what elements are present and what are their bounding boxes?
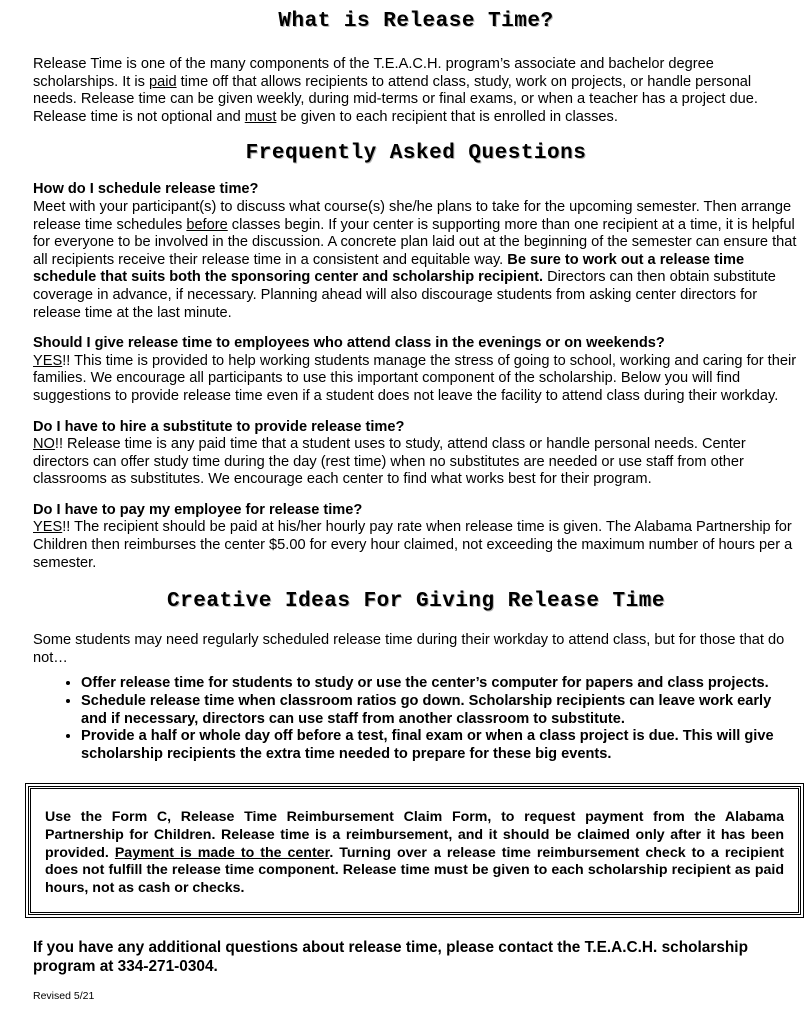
- faq-answer: [33, 436, 799, 489]
- intro-paragraph: [33, 56, 799, 126]
- faq-heading: Frequently Asked Questions: [245, 142, 587, 166]
- faq-answer-lead: NO: [33, 436, 55, 453]
- intro-underline-paid: paid: [148, 73, 177, 90]
- ideas-list: [33, 675, 799, 763]
- notice-box: [28, 786, 801, 915]
- document-page: [33, 8, 799, 1002]
- faq-answer-underline: before: [186, 216, 228, 233]
- contact-note: If you have any additional questions about release time, please contact the T.E.A.C.H. scholarship program at 334-271-0304.: [33, 939, 748, 976]
- page-title: What is Release Time?: [278, 10, 554, 33]
- list-item: • Provide a half or whole day off before a test, final exam or when a class project is due. This will give scholarship recipients the extra time needed to prepare for these big events.: [81, 728, 799, 763]
- faq-question: Do I have to hire a substitute to provide release time?: [33, 418, 405, 435]
- intro-underline-must: must: [244, 108, 277, 125]
- faq-answer-text: classes begin. If your center is supporting more than one recipient at a time, it is helpful for everyone to be involved in the discussion. A concrete plan laid out at the beginning of the semester can ensure that all recipients receive their release time in a consistent and equitable way.: [33, 216, 797, 268]
- faq-answer-bold: Be sure to work out a release time schedule that suits both the sponsoring center and scholarship recipient.: [33, 251, 745, 286]
- faq-answer-text: Meet with your participant(s) to discuss what course(s) she/he plans to take for the upcoming semester. Then arrange release time schedules: [33, 198, 792, 233]
- faq-answer: [33, 353, 799, 406]
- faq-item-schedule: [33, 181, 799, 322]
- faq-answer: [33, 519, 799, 572]
- intro-text-1: Release Time is one of the many components of the T.E.A.C.H. program’s associate and bachelor degree scholarships. It is: [33, 56, 714, 90]
- faq-question: How do I schedule release time?: [33, 181, 259, 198]
- faq-question: Should I give release time to employees who attend class in the evenings or on weekends?: [33, 335, 665, 352]
- ideas-heading: Creative Ideas For Giving Release Time: [167, 590, 665, 614]
- faq-item-evenings: [33, 335, 799, 405]
- list-item: • Offer release time for students to study or use the center’s computer for papers and class projects.: [81, 675, 799, 693]
- revision-date: Revised 5/21: [33, 990, 95, 1003]
- faq-question: Do I have to pay my employee for release time?: [33, 501, 363, 518]
- faq-answer-lead: YES: [33, 519, 63, 536]
- faq-answer-text: Directors can then obtain substitute coverage in advance, if necessary. Planning ahead will also discourage students from asking center directors for release time at the last minute.: [33, 269, 776, 321]
- faq-answer-text: !! This time is provided to help working students manage the stress of going to school, working and caring for their families. We encourage all participants to use this important component of the scholarship. Below you will find suggestions to provide release time even if a student does not leave the facility to attend class during their workday.: [33, 352, 797, 404]
- faq-answer-text: !! Release time is any paid time that a student uses to study, attend class or handle personal needs. Center directors can offer study time during the day (rest time) when no substitutes are needed or use staff from other classrooms as substitutes. We encourage each center to find what works best for their program.: [33, 436, 746, 488]
- notice-text-2: . Turning over a release time reimbursement check to a recipient does not fulfill the release time component. Release time must be given to each scholarship recipient as paid hours, not as cash or checks.: [45, 844, 784, 896]
- notice-text-1: Use the Form C, Release Time Reimbursement Claim Form, to request payment from the Alabama Partnership for Children. Release time is a reimbursement, and it should be claimed only after it has been provided.: [45, 809, 784, 861]
- notice-text: [45, 809, 784, 897]
- list-item: • Schedule release time when classroom ratios go down. Scholarship recipients can leave work early and if necessary, directors can use staff from another classroom to substitute.: [81, 693, 799, 728]
- faq-answer-text: !! The recipient should be paid at his/her hourly pay rate when release time is given. The Alabama Partnership for Children then reimburses the center $5.00 for every hour claimed, not exceeding the maximum number of hours per a semester.: [33, 519, 793, 571]
- intro-text-3: be given to each recipient that is enrolled in classes.: [276, 108, 618, 125]
- faq-item-substitute: [33, 419, 799, 489]
- faq-item-pay: [33, 502, 799, 572]
- ideas-intro: Some students may need regularly scheduled release time during their workday to attend class, but for those that do not…: [33, 632, 785, 666]
- faq-answer-lead: YES: [33, 352, 63, 369]
- intro-text-2: time off that allows recipients to attend class, study, work on projects, or handle personal needs. Release time can be given weekly, during mid-terms or final exams, or when a teacher has a project due. Release time is not optional and: [33, 73, 758, 125]
- notice-underline: Payment is made to the center: [114, 844, 330, 861]
- faq-answer: [33, 199, 799, 322]
